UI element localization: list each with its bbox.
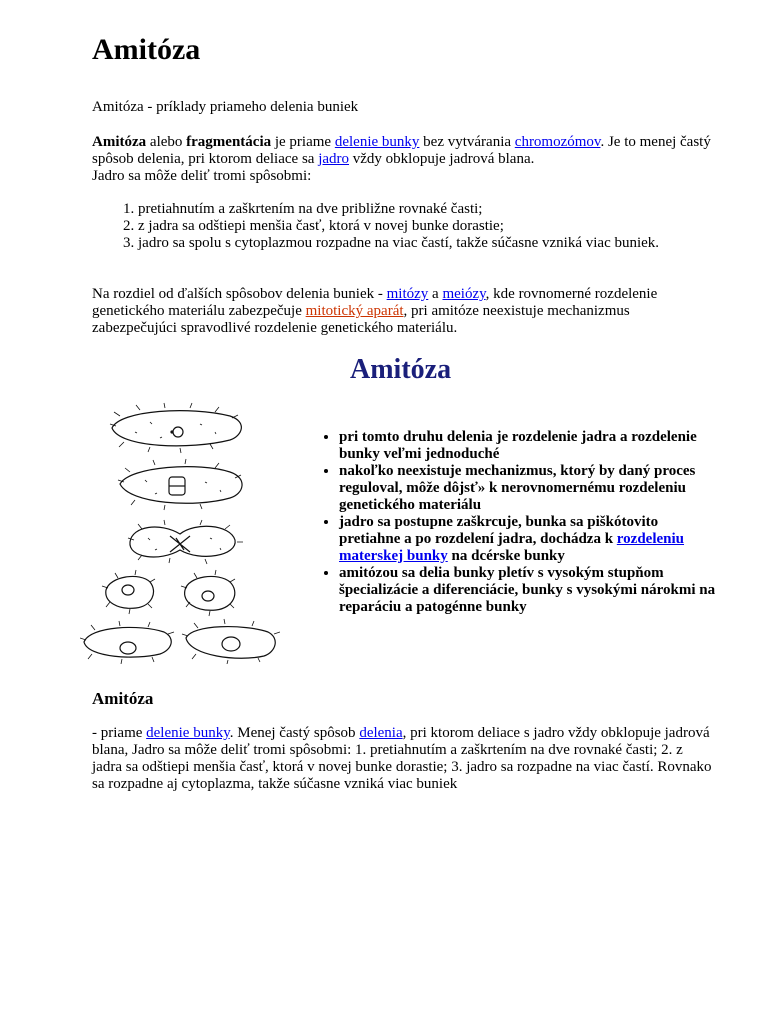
link-mitoticky-aparat[interactable]: mitotický aparát xyxy=(305,303,404,319)
list-item: 3. jadro sa spolu s cytoplazmou rozpadne na viac častí, takže súčasne vzniká viac buniek. xyxy=(138,235,738,252)
center-heading: Amitóza xyxy=(350,354,452,385)
cell-stage-2 xyxy=(118,459,242,510)
page-title: Amitóza xyxy=(92,33,201,66)
cell-stage-4 xyxy=(102,570,235,616)
list-item: • nakoľko neexistuje mechanizmus, ktorý by daný proces reguloval, môže dôjsť» k nerovnomernému rozdeleniu genetického materiálu xyxy=(339,463,719,514)
para-text: , pri amitóze neexistuje mechanizmus zabezpečujúci spravodlivé rozdelenie genetického materiálu. xyxy=(92,303,630,336)
division-methods-list xyxy=(92,201,738,252)
link-delenie-bunky-2[interactable]: delenie bunky xyxy=(146,725,230,741)
para-text: Na rozdiel od ďalších spôsobov delenia buniek - xyxy=(92,286,387,302)
final-text: . Menej častý spôsob xyxy=(229,725,360,741)
list-item xyxy=(339,514,719,565)
term-amitoza: Amitóza xyxy=(92,134,147,150)
final-paragraph xyxy=(92,725,712,793)
para-text: a xyxy=(428,286,443,302)
para-text: , kde rovnomerné rozdelenie genetického materiálu zabezpečuje xyxy=(92,286,658,319)
cell-stage-1 xyxy=(110,403,241,453)
bullet-text: na dcérske bunky xyxy=(447,548,565,564)
amitosis-illustration xyxy=(80,402,280,664)
list-item: • amitózou sa delia bunky pletív s vysokým stupňom špecializácie a diferenciácie, bunky s vysokými nárokmi na reparáciu a patogénne bunky xyxy=(339,565,719,616)
term-fragmentacia: fragmentácia xyxy=(186,134,272,150)
subtitle: Amitóza - príklady priameho delenia buniek xyxy=(92,99,359,115)
cell-stage-3 xyxy=(128,520,243,564)
link-mitozy[interactable]: mitózy xyxy=(386,286,429,302)
intro-line2: Jadro sa môže deliť tromi spôsobmi: xyxy=(92,168,312,184)
cell-stage-5 xyxy=(80,619,280,664)
list-item: • pri tomto druhu delenia je rozdelenie jadra a rozdelenie bunky veľmi jednoduché xyxy=(339,429,719,463)
link-meiozy[interactable]: meiózy xyxy=(442,286,486,302)
link-chromozomov[interactable]: chromozómov xyxy=(514,134,601,150)
intro-paragraph xyxy=(92,134,712,185)
comparison-paragraph xyxy=(92,286,712,337)
link-rozdeleniu-materskej-bunky[interactable]: rozdeleniu materskej bunky xyxy=(339,531,685,564)
list-item: 2. z jadra sa odštiepi menšia časť, ktorá v novej bunke dorastie; xyxy=(138,218,738,235)
section-heading: Amitóza xyxy=(92,689,154,708)
intro-text: je priame xyxy=(271,134,335,150)
final-text: - priame xyxy=(92,725,147,741)
list-item: 1. pretiahnutím a zaškrtením na dve približne rovnaké časti; xyxy=(138,201,738,218)
bullet-text: jadro sa postupne zaškrcuje, bunka sa piškótovito pretiahne a po rozdelení jadra, dochádza k xyxy=(339,514,659,547)
link-delenia[interactable]: delenia xyxy=(359,725,403,741)
intro-text: . Je to menej častý spôsob delenia, pri ktorom deliace sa xyxy=(92,134,711,167)
link-delenie-bunky[interactable]: delenie bunky xyxy=(334,134,420,150)
intro-text: alebo xyxy=(146,134,187,150)
intro-text: vždy obklopuje jadrová blana. xyxy=(349,151,535,167)
final-text: , pri ktorom deliace s jadro vždy obklopuje jadrová blana, Jadro sa môže deliť tromi spôsobmi: 1. pretiahnutím a zaškrtením na dve rovnaké časti; 2. z jadra sa odštiepi menšia časť, ktorá v novej bunke dorastie; 3. jadro sa rozpadne na viac častí. Rovnako sa rozpadne aj cytoplazma, takže súčasne vzniká viac buniek xyxy=(92,725,712,792)
feature-bullets xyxy=(314,429,719,616)
intro-text: bez vytvárania xyxy=(419,134,515,150)
link-jadro[interactable]: jadro xyxy=(318,151,350,167)
